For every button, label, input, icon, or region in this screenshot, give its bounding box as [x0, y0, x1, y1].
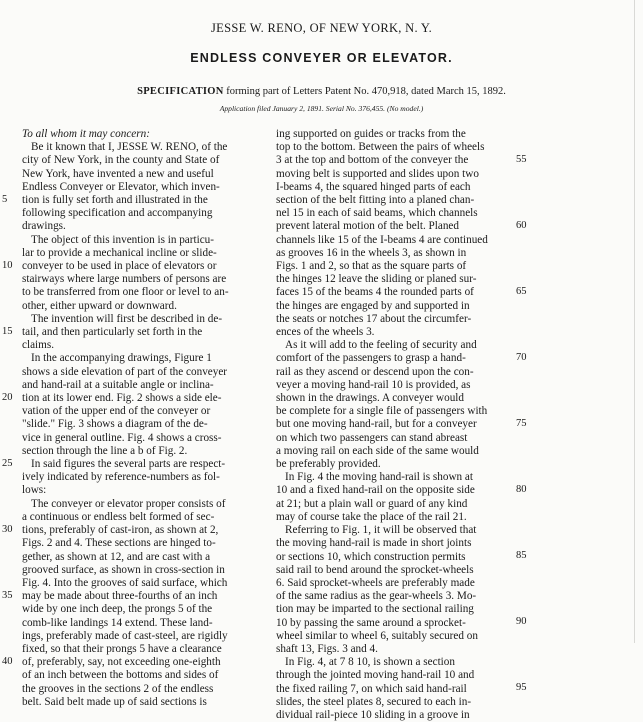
specification-label: SPECIFICATION [137, 86, 224, 97]
margin-line-number: 80 [516, 484, 527, 496]
text-line: tail, and then particularly set forth in the [22, 326, 203, 339]
margin-line-number: 20 [2, 392, 13, 403]
text-line: or sections 10, which construction permits [276, 550, 466, 563]
text-line: In Fig. 4, at 7 8 10, is shown a section [285, 656, 455, 669]
margin-line-number: 70 [516, 352, 527, 364]
margin-line-number: 85 [516, 550, 527, 562]
text-line: section of the belt fitting into a planed chan- [276, 194, 475, 207]
text-line: "slide." Fig. 3 shows a diagram of the de- [22, 418, 208, 431]
margin-line-number: 95 [516, 682, 527, 694]
margin-line-number: 35 [2, 590, 13, 601]
text-line: Figs. 1 and 2, so that as the square parts of [276, 260, 467, 273]
text-line: the fixed railing 7, on which said hand-rail [276, 682, 467, 695]
text-line: a continuous or endless belt formed of sec- [22, 510, 215, 523]
text-line: vice in general outline. Fig. 4 shows a cross- [22, 431, 222, 444]
text-line: and hand-rail at a suitable angle or inclina- [22, 378, 214, 391]
margin-line-number: 25 [2, 458, 13, 469]
page-edge-line [634, 0, 635, 643]
text-line: comfort of the passengers to grasp a hand- [276, 352, 466, 365]
text-line: the hinges 12 leave the sliding or planed sur- [276, 273, 477, 286]
text-line: claims. [22, 339, 55, 352]
text-line: but one moving hand-rail, but for a conveyer [276, 418, 477, 431]
text-line: wheel similar to wheel 6, suitably secured on [276, 629, 478, 642]
margin-line-number: 60 [516, 220, 527, 232]
text-line: the moving hand-rail is made in short joints [276, 537, 472, 550]
text-line: Figs. 2 and 4. These sections are hinged to- [22, 537, 216, 550]
text-line: belt. Said belt made up of said sections is [22, 695, 207, 708]
patent-title: ENDLESS CONVEYER OR ELEVATOR. [190, 51, 453, 65]
text-line: may of course take the place of the rail 21. [276, 510, 467, 523]
text-line: nel 15 in each of said beams, which channels [276, 207, 478, 220]
margin-line-number: 40 [2, 656, 13, 667]
text-line: fixed, so that their prongs 5 have a clearance [22, 642, 222, 655]
text-line: prevent lateral motion of the belt. Planed [276, 220, 459, 233]
text-line: ively indicated by reference-numbers as fol- [22, 471, 220, 484]
text-line: lows: [22, 484, 47, 497]
text-line: Fig. 4. Into the grooves of said surface, which [22, 576, 228, 589]
text-line: shows a side elevation of part of the conveyer [22, 365, 228, 378]
patent-author-line: JESSE W. RENO, OF NEW YORK, N. Y. [210, 21, 433, 35]
text-line: New York, have invented a new and useful [22, 167, 214, 180]
margin-line-number: 15 [2, 326, 13, 337]
right-text-column [276, 128, 512, 722]
text-line: 6. Said sprocket-wheels are preferably made [276, 576, 475, 589]
margin-line-number: 55 [516, 154, 527, 166]
text-line: be complete for a single file of passengers with [276, 405, 488, 418]
specification-line [0, 86, 643, 97]
text-line: The conveyer or elevator proper consists of [31, 497, 226, 510]
text-line: following specification and accompanying [22, 207, 213, 220]
text-line: In the accompanying drawings, Figure 1 [31, 352, 212, 365]
text-line: a moving rail on each side of the same would [276, 444, 479, 457]
text-line: through the jointed moving hand-rail 10 and [276, 669, 475, 682]
text-line: moving belt is supported and slides upon two [276, 167, 479, 180]
text-line: I-beams 4, the squared hinged parts of each [276, 180, 471, 193]
text-line: rail as they ascend or descend upon the con- [276, 365, 474, 378]
text-line: veyer a moving hand-rail 10 is provided, as [276, 378, 471, 391]
text-line: To all whom it may concern: [22, 128, 150, 140]
application-line: Application filed January 2, 1891. Serial No. 376,455. (No model.) [219, 104, 424, 113]
text-line: shown in the drawings. A conveyer would [276, 392, 464, 405]
margin-line-number: 75 [516, 418, 527, 430]
text-line: of the same radius as the gear-wheels 3. Mo- [276, 590, 477, 603]
text-line: lar to provide a mechanical incline or slide- [22, 246, 217, 259]
text-line: may be made about three-fourths of an inch [22, 590, 218, 603]
text-line: the hinges are engaged by and supported in [276, 299, 470, 312]
text-line: said rail to bend around the sprocket-wheels [276, 563, 474, 576]
text-line: comb-like landings 14 extend. These land- [22, 616, 213, 629]
text-line: dividual rail-piece 10 sliding in a groove in [276, 708, 470, 721]
text-line: In Fig. 4 the moving hand-rail is shown at [285, 471, 473, 484]
text-line: grooved surface, as shown in cross-section in [22, 563, 225, 576]
text-line: vation of the upper end of the conveyer or [22, 405, 211, 418]
text-line: section through the line a b of Fig. 2. [22, 444, 188, 457]
text-line: tion is fully set forth and illustrated in the [22, 194, 208, 207]
text-line: tion may be imparted to the sectional railing [276, 603, 474, 616]
text-line: other, either upward or downward. [22, 299, 177, 312]
text-line: tions, preferably of cast-iron, as shown at 2, [22, 524, 219, 537]
text-line: 3 at the top and bottom of the conveyer the [276, 154, 469, 167]
text-line: on which two passengers can stand abreast [276, 431, 468, 444]
text-line: Be it known that I, JESSE W. RENO, of the [31, 141, 228, 154]
specification-text: forming part of Letters Patent No. 470,918, dated March 15, 1892. [226, 86, 506, 97]
margin-line-number: 65 [516, 286, 527, 298]
text-line: The object of this invention is in particu- [31, 233, 214, 246]
text-line: In said figures the several parts are respect- [31, 458, 226, 471]
text-line: wide by one inch deep, the prongs 5 of the [22, 603, 213, 616]
text-line: the seats or notches 17 about the circumfer- [276, 312, 472, 325]
text-line: ences of the wheels 3. [276, 326, 375, 339]
margin-line-number: 10 [2, 260, 13, 271]
text-line: city of New York, in the county and State of [22, 154, 220, 167]
text-line: top to the bottom. Between the pairs of wheels [276, 141, 485, 154]
text-line: ing supported on guides or tracks from the [276, 128, 466, 140]
left-text-column [22, 128, 267, 709]
text-line: As it will add to the feeling of security and [285, 339, 477, 352]
text-line: gether, as shown at 12, and are cast with a [22, 550, 211, 563]
text-line: the grooves in the sections 2 of the endless [22, 682, 214, 695]
text-line: channels like 15 of the I-beams 4 are continued [276, 233, 488, 246]
text-line: Referring to Fig. 1, it will be observed that [285, 524, 477, 537]
text-line: 10 and a fixed hand-rail on the opposite side [276, 484, 475, 497]
text-line: as grooves 16 in the wheels 3, as shown in [276, 246, 467, 259]
text-line: drawings. [22, 220, 66, 233]
text-line: Endless Conveyer or Elevator, which inven- [22, 180, 220, 193]
text-line: to be transferred from one floor or level to an- [22, 286, 229, 299]
text-line: shaft 13, Figs. 3 and 4. [276, 642, 378, 655]
margin-line-number: 5 [2, 194, 8, 205]
text-line: conveyer to be used in place of elevators or [22, 260, 217, 273]
margin-line-number: 90 [516, 616, 527, 628]
text-line: The invention will first be described in de- [31, 312, 223, 325]
text-line: tion at its lower end. Fig. 2 shows a side ele- [22, 392, 222, 405]
text-line: stairways where large numbers of persons are [22, 273, 227, 286]
text-line: 10 by passing the same around a sprocket- [276, 616, 466, 629]
text-line: of, preferably, say, not exceeding one-eighth [22, 656, 221, 669]
text-line: of an inch between the bottoms and sides of [22, 669, 219, 682]
margin-line-number: 30 [2, 524, 13, 535]
text-line: be preferably provided. [276, 458, 381, 471]
text-line: faces 15 of the beams 4 the rounded parts of [276, 286, 474, 299]
text-line: ings, preferably made of cast-steel, are rigidly [22, 629, 228, 642]
text-line: at 21; but a plain wall or guard of any kind [276, 497, 468, 510]
text-line: slides, the steel plates 8, secured to each in- [276, 695, 472, 708]
